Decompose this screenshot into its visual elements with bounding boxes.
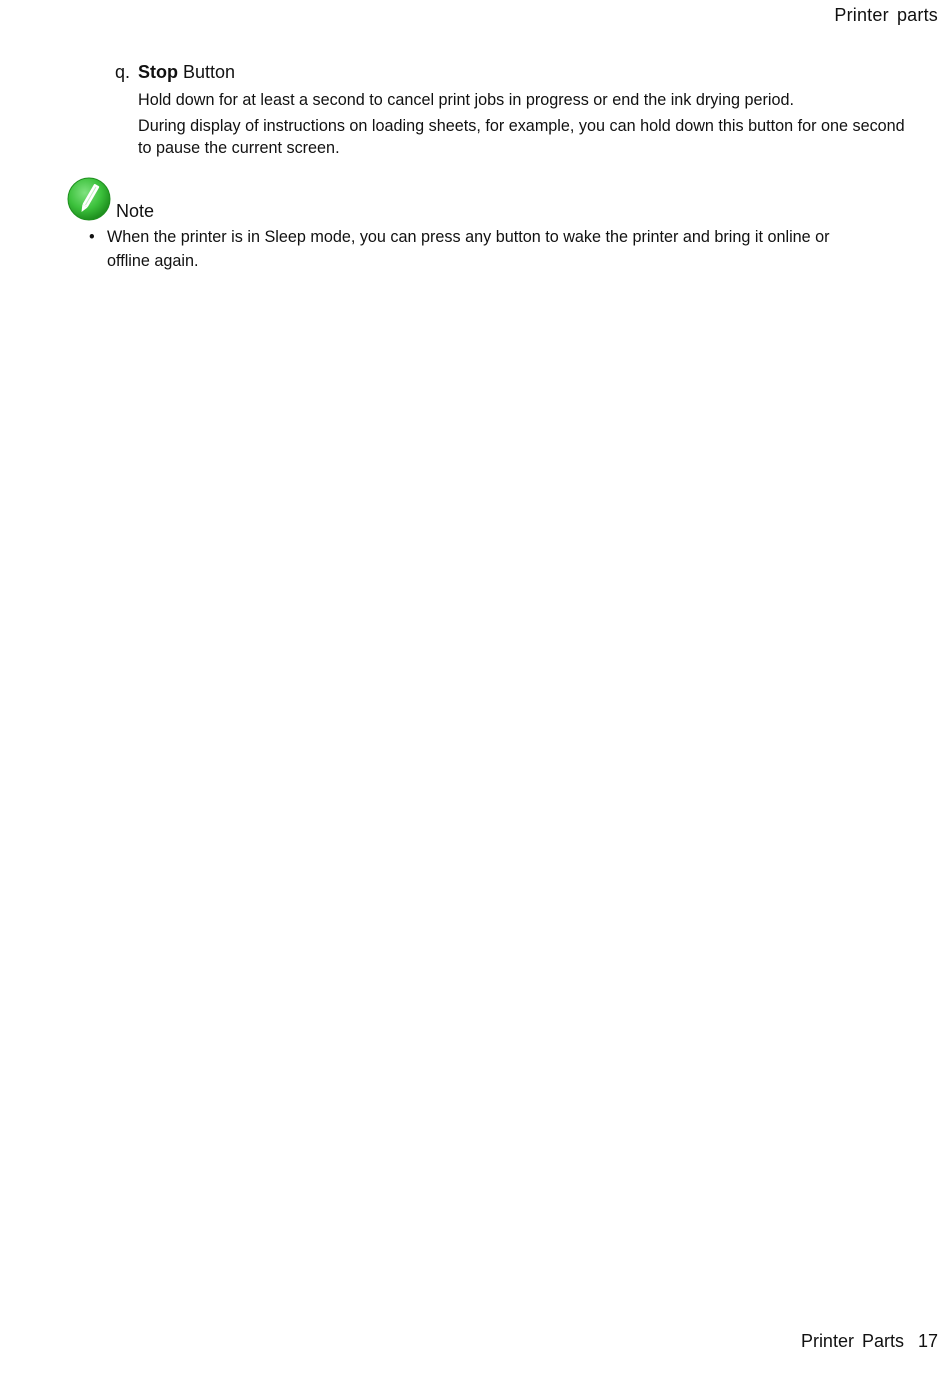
note-box xyxy=(67,171,887,273)
footer-chapter: Printer Parts xyxy=(800,1331,904,1351)
entry-paragraph: During display of instructions on loading sheets, for example, you can hold down this button for one second to pause the current screen. xyxy=(138,116,905,157)
note-item-text: When the printer is in Sleep mode, you can press any button to wake the printer and bring it online or offline again. xyxy=(107,228,830,270)
note-label: Note xyxy=(116,201,155,221)
entry-paragraph: Hold down for at least a second to cancel print jobs in progress or end the ink drying period. xyxy=(138,91,794,109)
note-list-item xyxy=(67,225,867,273)
entry-body xyxy=(138,89,905,160)
running-footer xyxy=(801,1331,938,1352)
running-header: Printer parts xyxy=(834,5,938,25)
entry-title-rest: Button xyxy=(183,62,236,82)
stop-button-entry xyxy=(115,60,905,160)
entry-heading xyxy=(115,60,905,84)
entry-title-bold: Stop xyxy=(138,62,178,82)
note-heading xyxy=(67,171,887,221)
note-list xyxy=(67,225,887,273)
page-number: 17 xyxy=(917,1331,938,1351)
entry-letter: q. xyxy=(115,62,131,82)
entry-title xyxy=(138,60,235,84)
bullet-icon: • xyxy=(89,228,95,246)
pencil-note-icon xyxy=(67,177,111,221)
